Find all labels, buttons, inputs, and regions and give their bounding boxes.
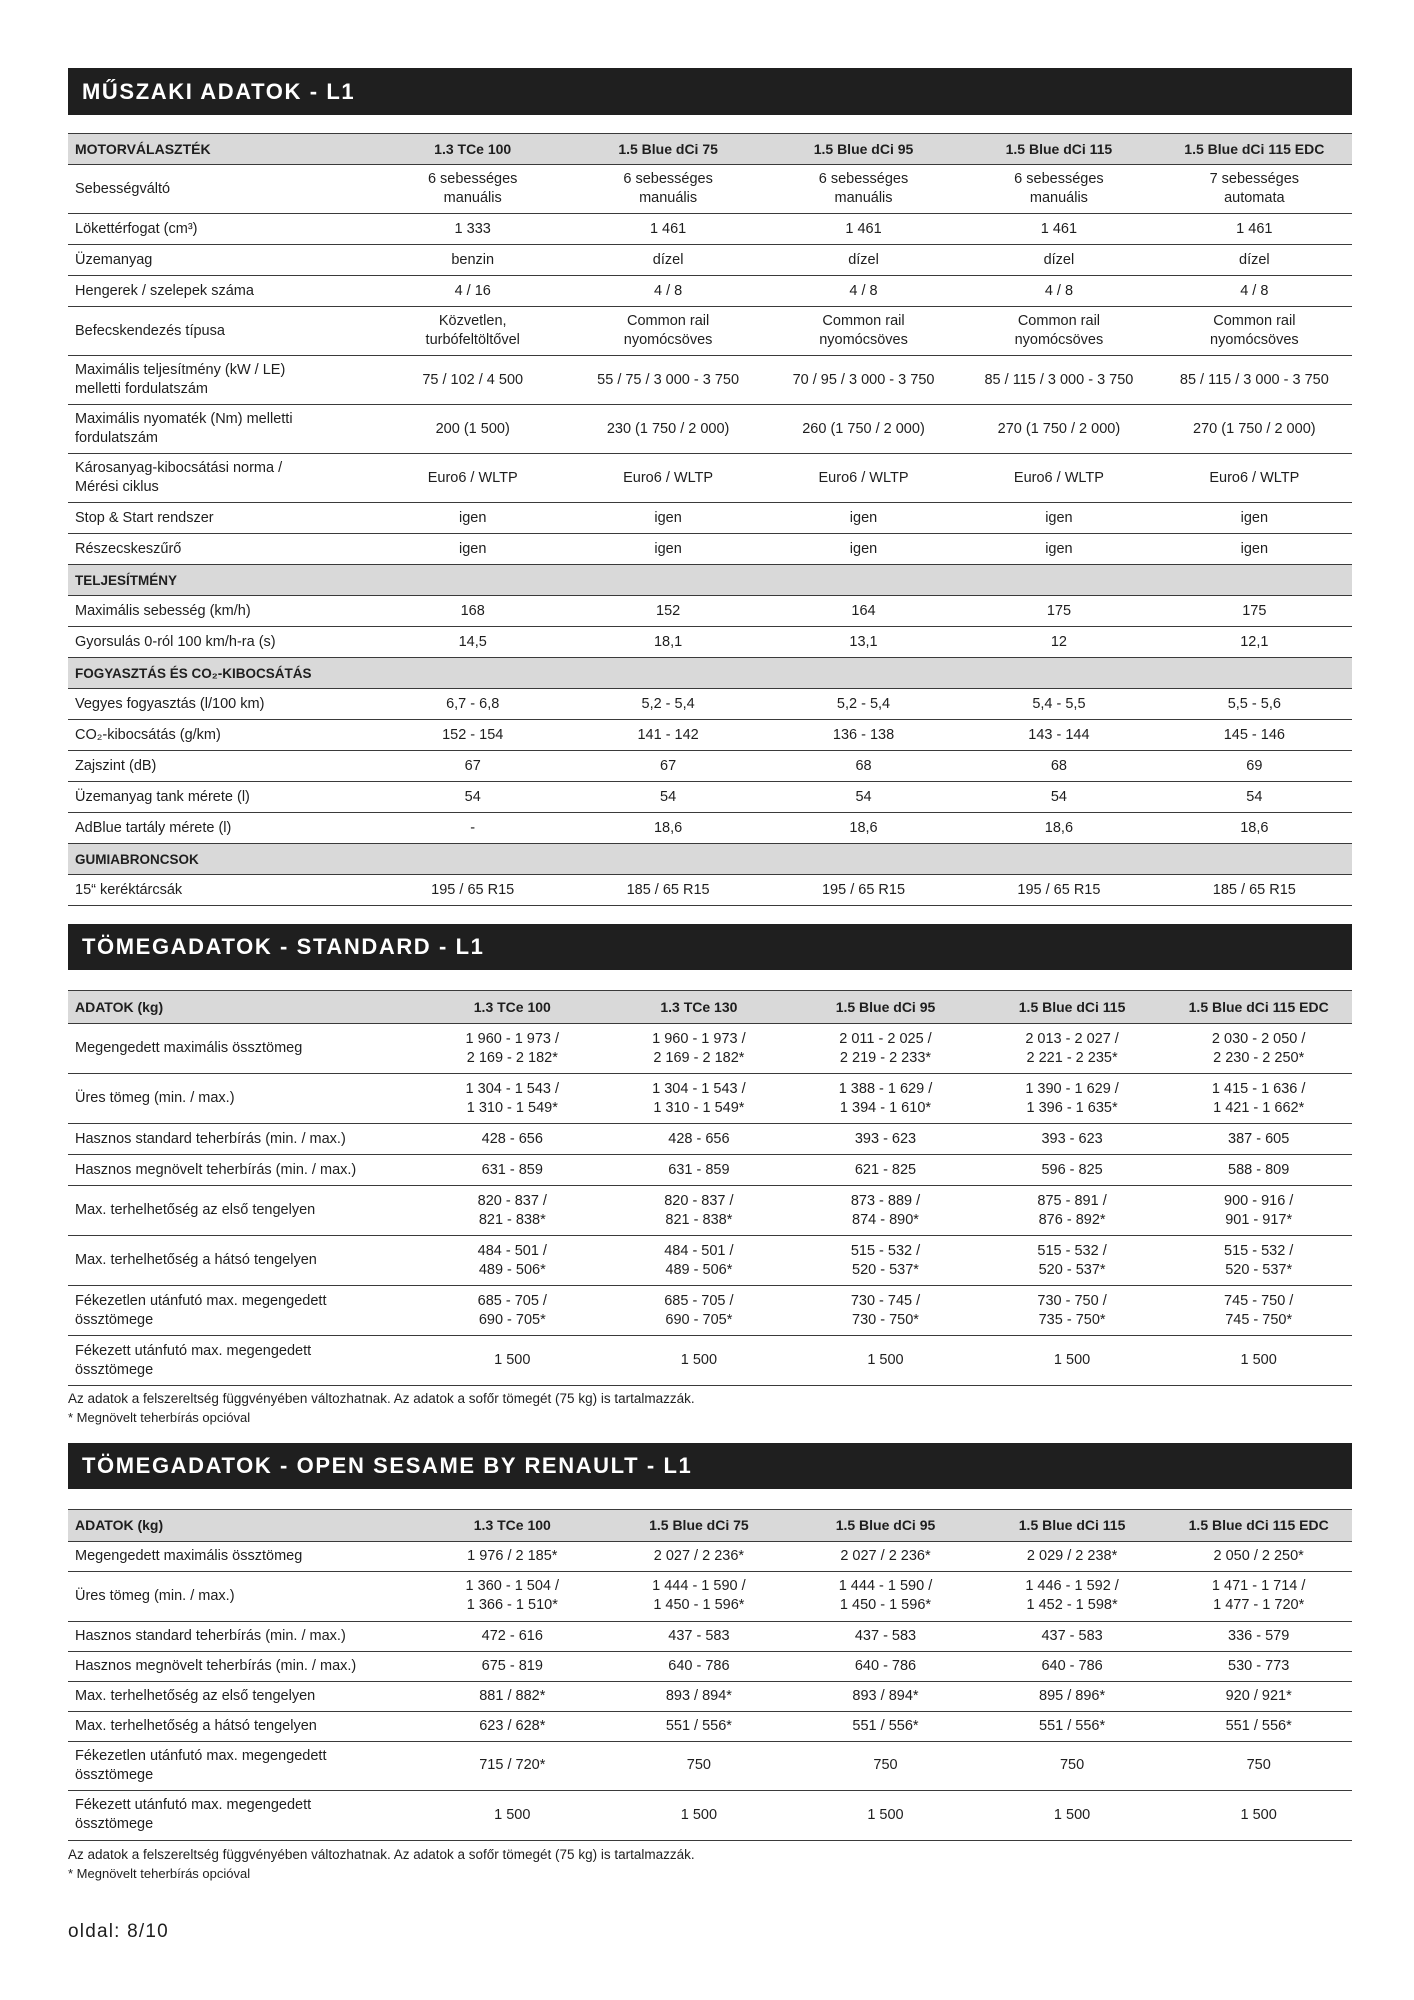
- value-cell: 1 390 - 1 629 / 1 396 - 1 635*: [1025, 1080, 1119, 1116]
- column-header: 1.3 TCe 100: [473, 998, 551, 1015]
- value-cell: 18,1: [653, 633, 683, 650]
- table-row: [68, 276, 1352, 307]
- value-cell: 68: [855, 757, 872, 774]
- value-cell: 900 - 916 / 901 - 917*: [1224, 1192, 1294, 1228]
- value-cell: 745 - 750 / 745 - 750*: [1224, 1292, 1294, 1328]
- row-label: Hengerek / szelepek száma: [75, 282, 254, 299]
- value-cell: 143 - 144: [1028, 726, 1090, 743]
- row-label: 15“ keréktárcsák: [75, 881, 183, 898]
- value-cell: 920 / 921*: [1225, 1687, 1292, 1704]
- row-label: Maximális teljesítmény (kW / LE) melletti fordulatszám: [75, 362, 286, 397]
- column-header: 1.5 Blue dCi 95: [813, 140, 914, 157]
- table-row: [68, 1712, 1352, 1742]
- value-cell: 387 - 605: [1228, 1130, 1290, 1147]
- footnotes: [68, 1846, 1352, 1883]
- value-cell: 893 / 894*: [665, 1687, 732, 1704]
- value-cell: 551 / 556*: [852, 1717, 919, 1734]
- table-row: [68, 1236, 1352, 1286]
- value-cell: 715 / 720*: [479, 1757, 546, 1774]
- value-cell: 175: [1046, 602, 1072, 619]
- value-cell: 1 500: [867, 1806, 904, 1823]
- value-cell: 270 (1 750 / 2 000): [1193, 420, 1316, 437]
- column-header: 1.5 Blue dCi 75: [618, 140, 718, 157]
- value-cell: 175: [1242, 602, 1267, 619]
- value-cell: 551 / 556*: [1225, 1717, 1292, 1734]
- value-cell: 6 sebességes manuális: [818, 171, 909, 206]
- value-cell: 1 446 - 1 592 / 1 452 - 1 598*: [1025, 1578, 1119, 1614]
- value-cell: Euro6 / WLTP: [427, 469, 518, 486]
- table-row: [68, 214, 1352, 245]
- value-cell: 1 500: [1240, 1352, 1277, 1368]
- value-cell: 6 sebességes manuális: [427, 171, 518, 206]
- open-sesame-weight-table: [68, 1509, 1352, 1841]
- table-row: [68, 405, 1352, 454]
- value-cell: igen: [654, 509, 682, 526]
- value-cell: 1 388 - 1 629 / 1 394 - 1 610*: [838, 1080, 933, 1116]
- value-cell: 1 500: [867, 1352, 904, 1368]
- table-row: [68, 1286, 1352, 1336]
- value-cell: 2 030 - 2 050 / 2 230 - 2 250*: [1211, 1030, 1306, 1066]
- value-cell: igen: [1240, 509, 1269, 526]
- column-header: 1.5 Blue dCi 75: [649, 1517, 749, 1533]
- value-cell: 1 360 - 1 504 / 1 366 - 1 510*: [465, 1578, 560, 1614]
- value-cell: 640 - 786: [854, 1657, 917, 1674]
- row-label: Fékezett utánfutó max. megengedett össztömege: [75, 1797, 312, 1833]
- value-cell: 750: [1059, 1757, 1085, 1774]
- row-label: Üzemanyag tank mérete (l): [75, 788, 250, 805]
- value-cell: 820 - 837 / 821 - 838*: [477, 1192, 547, 1228]
- value-cell: 1 960 - 1 973 / 2 169 - 2 182*: [465, 1030, 560, 1066]
- row-label: Üzemanyag: [75, 251, 153, 268]
- group-row: [68, 565, 1352, 596]
- table-row: [68, 307, 1352, 356]
- value-cell: 4 / 8: [654, 282, 683, 299]
- row-label: Hasznos megnövelt teherbírás (min. / max.): [75, 1161, 357, 1178]
- row-label: Károsanyag-kibocsátási norma / Mérési ciklus: [75, 460, 283, 495]
- table-row: [68, 1742, 1352, 1792]
- value-cell: 195 / 65 R15: [1017, 881, 1101, 898]
- value-cell: 515 - 532 / 520 - 537*: [1224, 1242, 1294, 1278]
- table-row: [68, 1652, 1352, 1682]
- row-label: Maximális nyomaték (Nm) melletti fordulatszám: [75, 411, 293, 446]
- row-label: Üres tömeg (min. / max.): [75, 1090, 235, 1106]
- row-label: Zajszint (dB): [75, 757, 157, 774]
- value-cell: 260 (1 750 / 2 000): [802, 420, 925, 437]
- row-label: Hasznos standard teherbírás (min. / max.): [75, 1627, 346, 1644]
- value-cell: 1 500: [494, 1352, 531, 1368]
- row-label: Fékezetlen utánfutó max. megengedett össztömege: [75, 1292, 327, 1328]
- group-label: FOGYASZTÁS ÉS CO₂-KIBOCSÁTÁS: [75, 665, 312, 681]
- value-cell: 640 - 786: [1041, 1657, 1103, 1674]
- table-row: [68, 596, 1352, 627]
- column-header: 1.5 Blue dCi 115 EDC: [1188, 1517, 1329, 1533]
- value-cell: 14,5: [458, 633, 487, 650]
- value-cell: 54: [464, 788, 481, 805]
- table-row: [68, 1791, 1352, 1841]
- table-row: [68, 1024, 1352, 1074]
- row-label: CO₂-kibocsátás (g/km): [75, 726, 221, 743]
- value-cell: igen: [1045, 540, 1073, 557]
- footnotes: [68, 1390, 1352, 1427]
- value-cell: 750: [1246, 1757, 1271, 1774]
- value-cell: 5,2 - 5,4: [836, 695, 891, 712]
- value-cell: 136 - 138: [832, 726, 895, 743]
- value-cell: 1 500: [1240, 1806, 1277, 1823]
- value-cell: 685 - 705 / 690 - 705*: [477, 1292, 547, 1328]
- row-label: Vegyes fogyasztás (l/100 km): [75, 695, 265, 712]
- value-cell: 13,1: [849, 633, 878, 650]
- table-header-row: [68, 133, 1352, 165]
- row-label: Hasznos standard teherbírás (min. / max.): [75, 1130, 346, 1147]
- table-row: [68, 165, 1352, 214]
- value-cell: 893 / 894*: [852, 1687, 919, 1704]
- value-cell: 54: [1050, 788, 1067, 805]
- value-cell: 1 461: [1040, 220, 1078, 237]
- value-cell: 75 / 102 / 4 500: [422, 371, 524, 388]
- row-label: Stop & Start rendszer: [75, 509, 214, 526]
- value-cell: 472 - 616: [481, 1627, 543, 1644]
- value-cell: 4 / 16: [454, 282, 491, 299]
- value-cell: 55 / 75 / 3 000 - 3 750: [597, 371, 740, 388]
- value-cell: 515 - 532 / 520 - 537*: [1037, 1242, 1107, 1278]
- value-cell: 230 (1 750 / 2 000): [606, 420, 730, 437]
- value-cell: 2 013 - 2 027 / 2 221 - 2 235*: [1025, 1030, 1119, 1066]
- table-header-row: [68, 990, 1352, 1024]
- table-row: [68, 1186, 1352, 1236]
- value-cell: 875 - 891 / 876 - 892*: [1037, 1192, 1107, 1228]
- value-cell: 152 - 154: [442, 726, 504, 743]
- row-label: Lökettérfogat (cm³): [75, 220, 198, 237]
- row-label: Részecskeszűrő: [75, 540, 182, 557]
- value-cell: 54: [1246, 788, 1263, 805]
- value-cell: 18,6: [653, 819, 683, 836]
- column-header: 1.5 Blue dCi 115 EDC: [1188, 998, 1329, 1015]
- value-cell: 195 / 65 R15: [431, 881, 515, 898]
- row-header-label: MOTORVÁLASZTÉK: [75, 140, 211, 157]
- value-cell: dízel: [1239, 251, 1270, 268]
- column-header: 1.5 Blue dCi 115 EDC: [1184, 140, 1325, 157]
- value-cell: 1 415 - 1 636 / 1 421 - 1 662*: [1211, 1080, 1306, 1116]
- value-cell: 484 - 501 / 489 - 506*: [477, 1242, 547, 1278]
- value-cell: 623 / 628*: [479, 1717, 546, 1734]
- value-cell: 551 / 556*: [1039, 1717, 1106, 1734]
- footnote: Az adatok a felszereltség függvényében változhatnak. Az adatok a sofőr tömegét (75 kg) is tartalmazzák.: [68, 1391, 695, 1406]
- footnote: Az adatok a felszereltség függvényében változhatnak. Az adatok a sofőr tömegét (75 kg) is tartalmazzák.: [68, 1847, 695, 1862]
- value-cell: 6,7 - 6,8: [446, 695, 500, 712]
- footnote: * Megnövelt teherbírás opcióval: [68, 1409, 251, 1425]
- value-cell: 85 / 115 / 3 000 - 3 750: [984, 371, 1134, 388]
- value-cell: 6 sebességes manuális: [1014, 171, 1104, 206]
- value-cell: 18,6: [1044, 819, 1074, 836]
- row-label: Max. terhelhetőség az első tengelyen: [75, 1202, 316, 1218]
- table-row: [68, 534, 1352, 565]
- table-row: [68, 782, 1352, 813]
- value-cell: 873 - 889 / 874 - 890*: [850, 1192, 921, 1228]
- value-cell: 675 - 819: [481, 1657, 543, 1674]
- value-cell: 4 / 8: [849, 282, 878, 299]
- value-cell: 68: [1050, 757, 1067, 774]
- group-row: [68, 658, 1352, 689]
- value-cell: 631 - 859: [668, 1161, 730, 1178]
- value-cell: 685 - 705 / 690 - 705*: [664, 1292, 734, 1328]
- table-row: [68, 503, 1352, 534]
- technical-data-table: [68, 133, 1352, 906]
- column-header: 1.5 Blue dCi 115: [1005, 140, 1113, 157]
- value-cell: 168: [460, 602, 485, 619]
- column-header: 1.3 TCe 130: [660, 998, 738, 1015]
- value-cell: benzin: [451, 251, 495, 268]
- value-cell: 428 - 656: [668, 1130, 730, 1147]
- page-number: oldal: 8/10: [68, 1921, 169, 1942]
- section-title: MŰSZAKI ADATOK - L1: [82, 78, 356, 104]
- section-title-bar: [68, 68, 1352, 115]
- table-row: [68, 813, 1352, 844]
- value-cell: Euro6 / WLTP: [818, 469, 909, 486]
- value-cell: 1 500: [1053, 1352, 1091, 1368]
- row-label: Sebességváltó: [75, 180, 171, 197]
- value-cell: 145 - 146: [1223, 726, 1285, 743]
- value-cell: igen: [1045, 509, 1073, 526]
- value-cell: Common rail nyomócsöves: [1014, 313, 1104, 348]
- row-label: Megengedett maximális össztömeg: [75, 1548, 303, 1564]
- section-title-bar: [68, 1443, 1352, 1489]
- group-label: TELJESÍTMÉNY: [75, 572, 178, 588]
- row-label: Gyorsulás 0-ról 100 km/h-ra (s): [75, 633, 276, 650]
- table-row: [68, 1336, 1352, 1386]
- value-cell: igen: [458, 540, 487, 557]
- value-cell: 393 - 623: [854, 1130, 917, 1147]
- value-cell: Közvetlen, turbófeltöltővel: [425, 313, 520, 348]
- value-cell: 1 500: [494, 1806, 531, 1823]
- value-cell: 2 050 / 2 250*: [1213, 1548, 1304, 1564]
- column-header: 1.5 Blue dCi 115: [1018, 998, 1126, 1015]
- value-cell: 69: [1246, 757, 1263, 774]
- table-row: [68, 689, 1352, 720]
- value-cell: 5,4 - 5,5: [1032, 695, 1086, 712]
- value-cell: Common rail nyomócsöves: [819, 313, 908, 348]
- value-cell: 4 / 8: [1240, 282, 1269, 299]
- value-cell: 185 / 65 R15: [626, 881, 710, 898]
- value-cell: Euro6 / WLTP: [1209, 469, 1300, 486]
- value-cell: 1 976 / 2 185*: [467, 1548, 558, 1564]
- column-header: 1.5 Blue dCi 95: [835, 1517, 936, 1533]
- column-header: 1.3 TCe 100: [473, 1517, 551, 1533]
- value-cell: 152: [656, 602, 681, 619]
- table-row: [68, 245, 1352, 276]
- footnote: * Megnövelt teherbírás opcióval: [68, 1865, 251, 1881]
- table-row: [68, 1155, 1352, 1186]
- value-cell: igen: [458, 509, 487, 526]
- value-cell: 12: [1050, 633, 1067, 650]
- value-cell: 1 444 - 1 590 / 1 450 - 1 596*: [652, 1578, 746, 1614]
- column-header: 1.3 TCe 100: [434, 140, 512, 157]
- value-cell: 85 / 115 / 3 000 - 3 750: [1179, 371, 1329, 388]
- value-cell: 393 - 623: [1041, 1130, 1103, 1147]
- value-cell: 185 / 65 R15: [1212, 881, 1296, 898]
- table-row: [68, 1124, 1352, 1155]
- value-cell: 437 - 583: [854, 1627, 917, 1644]
- value-cell: 4 / 8: [1044, 282, 1074, 299]
- row-label: Max. terhelhetőség a hátsó tengelyen: [75, 1252, 317, 1268]
- value-cell: Common rail nyomócsöves: [1210, 313, 1299, 348]
- row-label: Max. terhelhetőség az első tengelyen: [75, 1687, 316, 1704]
- value-cell: 2 029 / 2 238*: [1026, 1548, 1118, 1564]
- table-header-row: [68, 1509, 1352, 1542]
- group-label: GUMIABRONCSOK: [75, 851, 199, 867]
- value-cell: 54: [855, 788, 872, 805]
- table-row: [68, 1572, 1352, 1622]
- row-label: Maximális sebesség (km/h): [75, 602, 251, 619]
- value-cell: 437 - 583: [668, 1627, 730, 1644]
- value-cell: dízel: [1043, 251, 1075, 268]
- value-cell: igen: [654, 540, 682, 557]
- column-header: 1.5 Blue dCi 115: [1018, 1517, 1126, 1533]
- value-cell: 67: [464, 757, 481, 774]
- group-row: [68, 844, 1352, 875]
- table-row: [68, 1074, 1352, 1124]
- value-cell: 12,1: [1240, 633, 1269, 650]
- value-cell: 1 461: [649, 220, 687, 237]
- section-title-bar: [68, 924, 1352, 970]
- value-cell: 428 - 656: [481, 1130, 543, 1147]
- value-cell: 484 - 501 / 489 - 506*: [664, 1242, 734, 1278]
- table-row: [68, 356, 1352, 405]
- table-row: [68, 875, 1352, 906]
- table-row: [68, 454, 1352, 503]
- value-cell: 1 304 - 1 543 / 1 310 - 1 549*: [652, 1080, 746, 1116]
- table-row: [68, 627, 1352, 658]
- row-header-label: ADATOK (kg): [75, 998, 164, 1015]
- value-cell: 1 304 - 1 543 / 1 310 - 1 549*: [465, 1080, 560, 1116]
- value-cell: 1 960 - 1 973 / 2 169 - 2 182*: [652, 1030, 746, 1066]
- value-cell: 1 500: [680, 1352, 718, 1368]
- value-cell: igen: [849, 509, 878, 526]
- value-cell: 1 500: [1053, 1806, 1091, 1823]
- value-cell: 730 - 745 / 730 - 750*: [850, 1292, 921, 1328]
- section-title: TÖMEGADATOK - STANDARD - L1: [82, 934, 485, 959]
- row-label: Fékezetlen utánfutó max. megengedett össztömege: [75, 1747, 327, 1783]
- value-cell: 336 - 579: [1228, 1627, 1290, 1644]
- row-label: Befecskendezés típusa: [75, 322, 225, 339]
- table-row: [68, 720, 1352, 751]
- value-cell: 1 461: [845, 220, 882, 237]
- value-cell: 18,6: [849, 819, 878, 836]
- value-cell: 1 444 - 1 590 / 1 450 - 1 596*: [838, 1578, 933, 1614]
- table-row: [68, 1622, 1352, 1652]
- value-cell: igen: [1240, 540, 1269, 557]
- value-cell: 596 - 825: [1041, 1161, 1103, 1178]
- value-cell: 2 027 / 2 236*: [840, 1548, 931, 1564]
- value-cell: 1 461: [1236, 220, 1273, 237]
- value-cell: 1 500: [680, 1806, 718, 1823]
- value-cell: dízel: [652, 251, 684, 268]
- value-cell: 270 (1 750 / 2 000): [997, 420, 1121, 437]
- value-cell: 5,2 - 5,4: [641, 695, 695, 712]
- value-cell: 631 - 859: [481, 1161, 543, 1178]
- value-cell: dízel: [848, 251, 879, 268]
- row-label: Fékezett utánfutó max. megengedett össztömege: [75, 1342, 312, 1378]
- value-cell: 640 - 786: [668, 1657, 730, 1674]
- value-cell: 437 - 583: [1041, 1627, 1103, 1644]
- value-cell: 141 - 142: [637, 726, 699, 743]
- value-cell: 18,6: [1240, 819, 1269, 836]
- value-cell: 67: [660, 757, 677, 774]
- value-cell: igen: [849, 540, 878, 557]
- value-cell: 621 - 825: [854, 1161, 917, 1178]
- value-cell: Euro6 / WLTP: [1013, 469, 1104, 486]
- row-label: Megengedett maximális össztömeg: [75, 1040, 303, 1056]
- value-cell: 588 - 809: [1228, 1161, 1290, 1178]
- value-cell: 730 - 750 / 735 - 750*: [1037, 1292, 1107, 1328]
- column-header: 1.5 Blue dCi 95: [835, 998, 936, 1015]
- table-row: [68, 751, 1352, 782]
- row-header-label: ADATOK (kg): [75, 1517, 164, 1533]
- value-cell: 750: [873, 1757, 898, 1774]
- value-cell: 200 (1 500): [435, 420, 510, 437]
- value-cell: 551 / 556*: [665, 1717, 732, 1734]
- row-label: Hasznos megnövelt teherbírás (min. / max.): [75, 1657, 357, 1674]
- value-cell: 2 011 - 2 025 / 2 219 - 2 233*: [839, 1030, 932, 1066]
- value-cell: -: [470, 819, 476, 836]
- standard-weight-table: [68, 990, 1352, 1386]
- value-cell: 6 sebességes manuális: [623, 171, 713, 206]
- value-cell: 750: [686, 1757, 711, 1774]
- value-cell: 70 / 95 / 3 000 - 3 750: [792, 371, 935, 388]
- table-row: [68, 1682, 1352, 1712]
- value-cell: 164: [851, 602, 876, 619]
- value-cell: 5,5 - 5,6: [1227, 695, 1281, 712]
- value-cell: 1 471 - 1 714 / 1 477 - 1 720*: [1211, 1578, 1306, 1614]
- value-cell: 895 / 896*: [1039, 1687, 1106, 1704]
- section-title: TÖMEGADATOK - OPEN SESAME BY RENAULT - L1: [82, 1453, 693, 1478]
- value-cell: 195 / 65 R15: [821, 881, 906, 898]
- value-cell: 1 333: [454, 220, 491, 237]
- value-cell: 515 - 532 / 520 - 537*: [850, 1242, 921, 1278]
- row-label: Max. terhelhetőség a hátsó tengelyen: [75, 1717, 317, 1734]
- value-cell: 7 sebességes automata: [1209, 171, 1300, 206]
- value-cell: Common rail nyomócsöves: [623, 313, 713, 348]
- row-label: Üres tömeg (min. / max.): [75, 1587, 235, 1604]
- value-cell: 2 027 / 2 236*: [653, 1548, 745, 1564]
- value-cell: 820 - 837 / 821 - 838*: [664, 1192, 734, 1228]
- value-cell: 54: [660, 788, 677, 805]
- table-row: [68, 1542, 1352, 1572]
- value-cell: 530 - 773: [1228, 1657, 1290, 1674]
- value-cell: 881 / 882*: [479, 1687, 546, 1704]
- row-label: AdBlue tartály mérete (l): [75, 819, 232, 836]
- value-cell: Euro6 / WLTP: [623, 469, 714, 486]
